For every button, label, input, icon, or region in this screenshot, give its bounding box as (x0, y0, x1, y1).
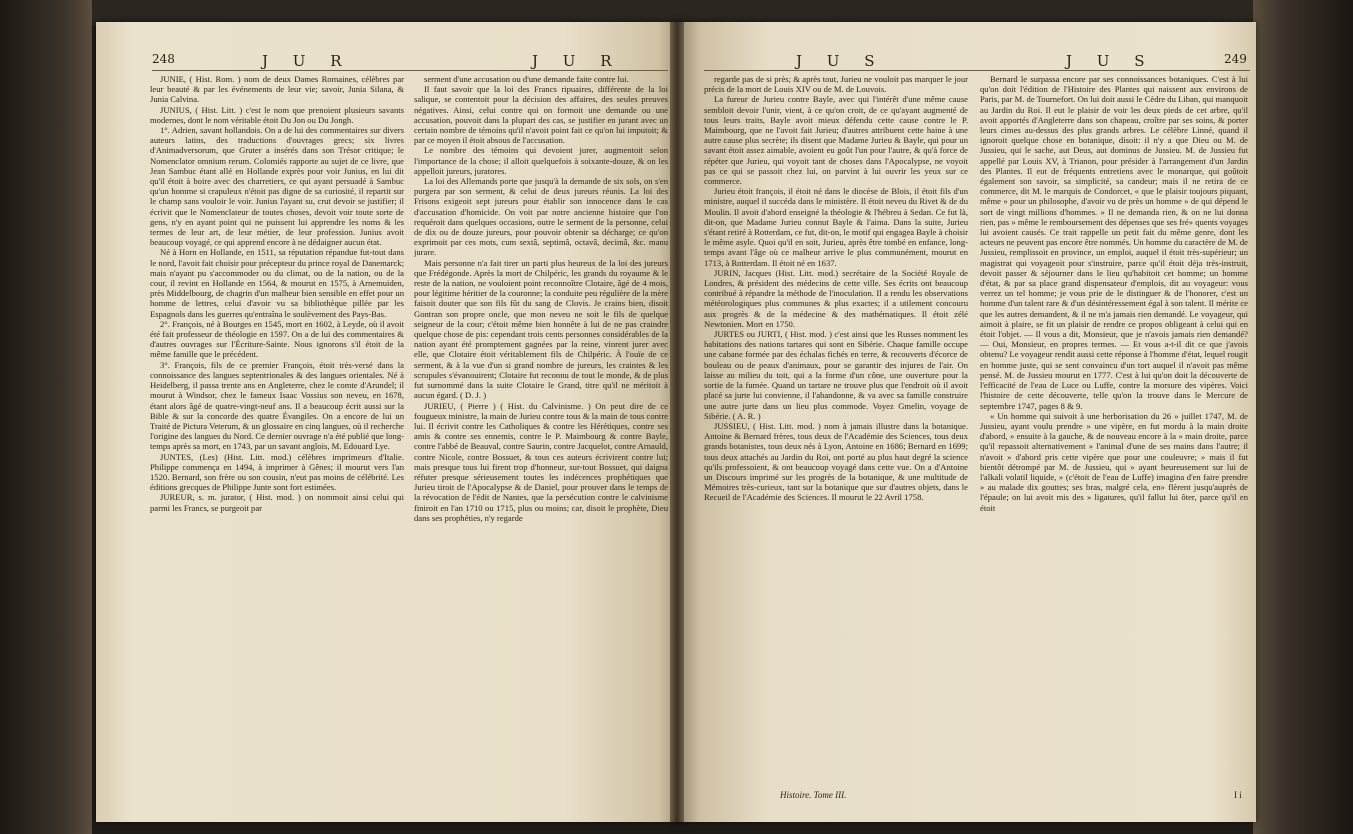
paragraph: Le nombre des témoins qui devoient jurer, augmentoit selon l'importance de la chose; il alloit quelquefois à soixante-douze, & on les appelloit jureurs, juratores. (414, 145, 668, 176)
paragraph: Jurieu étoit françois, il étoit né dans le diocèse de Blois, il étoit fils d'un ministre, auquel il succéda dans le ministère. Il étoit neveu du Rivet & de du Moulin. Il avoit d'abord enseigné la théologie & l'hébreu à Sedan. Ce fut là, dit-on, que Madame Jurieu connut Bayle & l'aima. Dans la suite, Jurieu s'étant retiré à Rotterdam, ce fut, dit-on, le motif qui engagea Bayle à choisir le même asyle. Quoi qu'il en soit, Jurieu, après être tombé en enfance, long-temps avant l'âge où ce malheur arrive le plus communément, mourut en 1713, à Rotterdam. Il étoit né en 1637. (704, 186, 968, 268)
paragraph: Mais personne n'a fait tirer un parti plus heureux de la loi des jureurs que Frédégonde. Après la mort de Chilpéric, les grands du royaume & le reste de la nation, ne vouloient point reconnoître Clotaire, âgé de 4 mois, pour légitime héritier de la couronne; la conduite peu régulière de la mère faisoit douter que son fils fût du sang de Clovis. Je crains bien, disoit Gontran son propre oncle, que mon neveu ne soit le fils de quelque seigneur de la cour; c'étoit même bien honnête à lui de ne pas craindre quelque chose de pis: cependant trois cents personnes considérables de la nation ayant été promptement gagnées par la reine, vinrent jurer avec elle, que Clotaire étoit véritablement fils de Chilpéric. À l'ouïe de ce serment, & à la vue d'un si grand nombre de jureurs, les craintes & les scrupules s'évanouirent; Clotaire fut reconnu de tout le monde, & de plus fut surnommé dans la suite Clotaire le Grand, titre qu'il ne méritoit à aucun égard. ( D. J. ) (414, 257, 668, 401)
paragraph: JUNTES, (Les) (Hist. Litt. mod.) célèbres imprimeurs d'Italie. Philippe commença en 1494, à imprimer à Gênes; il mourut vers l'an 1520. Bernard, son frère ou son cousin, n'eut pas moins de célébrité. Les éditions grecques de Philippe Junte sont fort estimées. (150, 451, 404, 493)
left-page-column-1 (150, 74, 404, 804)
right-page-header-left: J U S (796, 52, 885, 70)
paragraph: Né à Horn en Hollande, en 1511, sa réputation répandue fut-tout dans le nord, l'avoit fait choisir pour précepteur du prince royal de Danemarck; mais n'ayant pu s'accommoder ou du climat, ou de la nation, ou de la cour, il revint en Hollande en 1564, & mourut en 1575, à Arnemuiden, près Middelbourg, de chagrin d'un malheur bien sensible en effet pour un homme de lettres, celui d'avoir vu sa bibliothèque pillée par les Espagnols dans les guerres qu'entraîna le soulèvement des Pays-Bas. (150, 247, 404, 319)
paragraph: JUNIUS, ( Hist. Litt. ) c'est le nom que prenoient plusieurs savants modernes, dont le nom véritable étoit Du Jon ou Du Jongh. (150, 104, 404, 125)
right-page-footer: Histoire. Tome III. (780, 790, 847, 800)
paragraph: La loi des Allemands porte que jusqu'à la demande de six sols, on s'en purgera par son serment, & celui de deux jureurs réunis. La loi des Frisons exigeoit sept jureurs pour établir son innocence dans le cas d'accusation d'homicide. On voit par notre ancienne histoire que l'on requéroit dans quelques occasions, outre le serment de la personne, celui de dix ou de douze jureurs, pour pouvoir obtenir sa décharge; ce qu'on exprimoit par ces mots, cum sextâ, septimâ, octavâ, decimâ, &c. manu jurare. (414, 176, 668, 258)
paragraph: regarde pas de si près; & après tout, Jurieu ne vouloit pas marquer le jour précis de la mort de Louis XIV ou de M. de Louvois. (704, 74, 968, 95)
paragraph: 2°. François, né à Bourges en 1545, mort en 1602, à Leyde, où il avoit été fait professeur de théologie en 1597. On a de lui des commentaires & d'autres ouvrages sur l'Écriture-Sainte. Nous ignorons s'il étoit de la même famille que le précédent. (150, 318, 404, 360)
right-page-column-2 (980, 74, 1248, 794)
paragraph: 1°. Adrien, savant hollandois. On a de lui des commentaires sur divers auteurs latins, des traductions d'ouvrages grecs; six livres d'Animadversorum, que Gruter a insérés dans son Trésor critique; le Nomenclator omnium rerum. Colomiés rapporte au sujet de ce livre, que Jean Sambuc étant allé en Hollande exprès pour voir Junius, en lui dit qu'il étoit à boire avec des charretiers, ce qui ayant persuadé à Sambuc qu'un homme si crapuleux n'étoit pas digne de sa curiosité, il repartit sur le champ sans vouloir le voir. Junius l'ayant su, crut devoir se justifier; il écrivit que le Nomenclateur de toutes choses, devoit voir toute sorte de gens, n'y en ayant point qui ne puissent lui apprendre les noms & les termes de leur art, de leur métier, de leur profession. Junius avoit beaucoup voyagé, ce qui apprend encore à ne dédaigner aucun état. (150, 125, 404, 248)
right-page-column-1 (704, 74, 968, 774)
paragraph: 3°. François, fils de ce premier François, étoit très-versé dans la connoissance des langues septentrionales & des langues orientales. Né à Heidelberg, il passa trente ans en Angleterre, chez le comte d'Arundel; il mourut à Windsor, chez le fameux Isaac Vossius son neveu, en 1678, étant alors âgé de quatre-vingt-neuf ans. Il a beaucoup écrit aussi sur la Bible & sur la concorde des quatre Évangiles. On a encore de lui un Traité de Pictura Veterum, & un glossaire en cinq langues, où il recherche l'origine des langues du Nord. Ce dernier ouvrage n'a été publié que long-temps après sa mort, en 1743, par un savant anglois, M. Edouard Lye. (150, 359, 404, 452)
right-page-header-right: J U S (1066, 52, 1155, 70)
left-page-header-left: J U R (262, 52, 352, 70)
paragraph: JURIN, Jacques (Hist. Litt. mod.) secrétaire de la Société Royale de Londres, & président des médecins de cette ville. Ses écrits ont beaucoup contribué à répandre la méthode de l'inoculation. Il a rendu les observations météorologiques plus communes & plus exactes; il a utilement concouru aux progrès & de la médecine & des mathématiques. Il étoit zélé Newtonien. Mort en 1750. (704, 267, 968, 329)
paragraph: Il faut savoir que la loi des Francs ripuaires, différente de la loi salique, se contentoit pour la décision des affaires, des seules preuves négatives. Ainsi, celui contre qui on formoit une demande ou une accusation, pouvoit dans la plupart des cas, se justifier en jurant avec un certain nombre de témoins qu'il n'avoit point fait ce qu'on lui imputoit; & par ce moyen il étoit absous de l'accusation. (414, 84, 668, 146)
paragraph: JUREUR, s. m. jurator, ( Hist. mod. ) on nommoit ainsi celui qui parmi les Francs, se purgeoit par (150, 492, 404, 513)
left-header-rule (152, 70, 668, 71)
left-page-header-right: J U R (532, 52, 622, 70)
book-gutter (670, 22, 684, 822)
paragraph: JURIEU, ( Pierre ) ( Hist. du Calvinisme. ) On peut dire de ce fougueux ministre, la main de Jurieu contre tous & la main de tous contre lui. Il écrivit contre les Catholiques & contre les Hérétiques, contre ses amis & contre ses ennemis, contre le P. Maimbourg & contre Bayle, contre l'abbé de Beauval, contre Saurin, contre Jacquelot, contre Arnauld, contre Nicole, contre Bossuet, & tous ces auteurs écrivirent contre lui; mais presque tous lui firent trop d'honneur, sur-tout Bossuet, qui daigna réfuter presque sérieusement toutes les indécences prophétiques que Jurieu tiroit de l'Apocalypse & de Daniel, pour prouver dans le temps de la révocation de l'édit de Nantes, que la persécution contre le calvinisme finiroit en l'an 1710 ou 1715, plus ou moins; car, disoit le prophète, Dieu dans ses prophéties, n'y regarde (414, 400, 668, 523)
book-edge-left (0, 0, 92, 834)
paragraph: Bernard le surpassa encore par ses connoissances botaniques. C'est à lui qu'on doit l'édition de l'Histoire des Plantes qui naissent aux environs de Paris, par M. de Tournefort. On lui doit aussi le Cèdre du Liban, qui manquoit au Jardin du Roi. Il eut le plaisir de voir les deux pieds de cet arbre, qu'il avoit apportés d'Angleterre dans son chapeau, croître par ses soins, & porter leurs cimes au-dessus des plus grands arbres. Le célèbre Linné, quand il ignoroit quelque chose en botanique, disoit: il n'y a que Dieu ou M. de Jussieu, qui le sache, aut Deus, aut dominus de Jussieu. M. de Jussieu fut appellé par Louis XV, à Trianon, pour présider à l'arrangement d'un Jardin des Plantes. Il eut de fréquents entretiens avec le monarque, qui goûtoit également son savoir, sa simplicité, sa candeur; mais il ne retira de ce commerce, dit M. le marquis de Condorcet, « que le plaisir toujours piquant, même » pour un philosophe, d'avoir vu de près un homme » de qui dépend le sort de vingt millions d'hommes. » Il ne demanda rien, & on ne lui donna rien, pas » même le remboursement des dépenses que ses fré» quents voyages lui avoient causés. Ce trait rappelle un petit fait du même genre, dont les acteurs ne peuvent pas encore être nommés. Un homme du caractère de M. de Jussieu, remplissoit en province, un emploi, auquel il étoit très-supérieur; un magistrat qui voyageoit pour s'instruire, parce qu'il étoit déja très-instruit, devoit passer & séjourner dans le lieu qu'habitoit cet homme; un homme d'état, & par sa place grand dispensateur d'emplois, dit au voyageur: vous verrez un tel homme; je vous prie de le distinguer & de l'honorer, c'est un homme d'un talent rare & d'un désintéressement égal à son talent. Il mérite ce que les autres demandent, & il ne m'a jamais rien demandé. Le voyageur, qui aimoit à plaire, se fit un plaisir de rendre ce propos obligeant à celui qui en étoit l'objet. — Il vous a dit, Monsieur, que je n'avois jamais rien demandé? — Oui, Monsieur, en propres termes. — Et vous a-t-il dit ce que j'avois obtenu? Le voyageur rendit aussi cette réponse à l'homme d'état, lequel rougit en homme juste, qui se sent convaincu d'un tort auquel il n'avoit pas même pensé. M. de Jussieu mourut en 1777. C'est à lui qu'on doit la découverte de l'efficacité de l'eau de Luce ou Luffe, contre la morsure des vipères. Voici l'histoire de cette découverte, telle qu'on la trouve dans le Mercure de septembre 1747, pages 8 & 9. (980, 74, 1248, 411)
right-header-rule (704, 70, 1250, 71)
book-edge-right (1253, 0, 1353, 834)
paragraph: « Un homme qui suivoit à une herborisation du 26 » juillet 1747, M. de Jussieu, ayant voulu prendre » une vipère, en fut mordu à la main droite d'abord, » ensuite à la gauche, & de nouveau encore à la » main droite, parce qu'il repassoit alternativement » l'animal d'une de ses mains dans l'autre; il n'avoit » d'abord pris cette vipère que pour une couleuvre; » mais il fut bientôt détrompé par M. de Jussieu, qui » ayant heureusement sur lui de l'alkali volatil liquide, » (c'étoit de l'eau de Luffe) imagina d'en faire prendre » au malade dix gouttes; ses bras, malgré cela, en» flèrent jusqu'auprès de l'épaule; on lui avoit mis des » ligatures, qu'il fallut lui ôter, parce qu'il en étoit (980, 410, 1248, 513)
paragraph: La fureur de Jurieu contre Bayle, avec qui l'intérêt d'une même cause sembloit devoir l'unir, vient, à ce qu'on croit, de ce qu'ayant augmenté de tous leurs traits, Bayle avoit mieux défendu cette cause contre le P. Maimbourg, que ne l'avoit fait Jurieu; d'autres attribuent cette haine à une autre cause plus secrète; ils disent que Madame Jurieu & Bayle, qui pour un savant étoit assez aimable, avoient eu goût l'un pour l'autre, & qu'à force de répéter que Jurieu, qui voyoit tant de choses dans l'Apocalypse, ne voyoit pas ce qui se passoit chez lui, on parvint à lui ouvrir les yeux sur ce commerce. (704, 94, 968, 187)
paragraph: JURTES ou JURTI, ( Hist. mod. ) c'est ainsi que les Russes nomment les habitations des nations tartares qui sont en Sibérie. Chaque famille occupe une cabane formée par des échalas fichés en terre, & recouverts d'écorce de bouleau ou de peaux d'animaux, pour se garantir des injures de l'air. On laisse au milieu du toit, qui a la forme d'un cône, une ouverture pour la sortie de la fumée. Quand un tartare ne trouve plus que l'endroit où il avoit placé sa jurte lui convienne, il l'abandonne, & va avec sa famille construire une autre jurte dans un lieu plus commode. Voyez Gmelin, voyage de Sibérie. ( A. R. ) (704, 329, 968, 421)
right-page-signature: I i (1234, 790, 1242, 800)
paragraph: JUSSIEU, ( Hist. Litt. mod. ) nom à jamais illustre dans la botanique. Antoine & Bernard frères, tous deux de l'Académie des Sciences, tous deux grands botanistes, tous deux nés à Lyon, Antoine en 1686; Bernard en 1699; tous deux attachés au Jardin du Roi, ont porté au plus haut degré la science qu'ils professoient, & ont beaucoup voyagé dans cette vue. On a d'Antoine un Discours imprimé sur les progrès de la botanique, & une multitude de Mémoires très-curieux, tant sur la botanique que sur d'autres objets, dans le Recueil de l'Académie des Sciences. Il mourut le 22 Avril 1758. (704, 420, 968, 503)
left-page-column-2 (414, 74, 668, 804)
paragraph: serment d'une accusation ou d'une demande faite contre lui. (424, 74, 629, 84)
paragraph: JUNIE, ( Hist. Rom. ) nom de deux Dames Romaines, célèbres par leur beauté & par les événements de leur vie; savoir, Junia Silana, & Junia Calvina. (150, 74, 404, 105)
right-page-number: 249 (1224, 52, 1247, 66)
left-page-number: 248 (152, 52, 175, 66)
